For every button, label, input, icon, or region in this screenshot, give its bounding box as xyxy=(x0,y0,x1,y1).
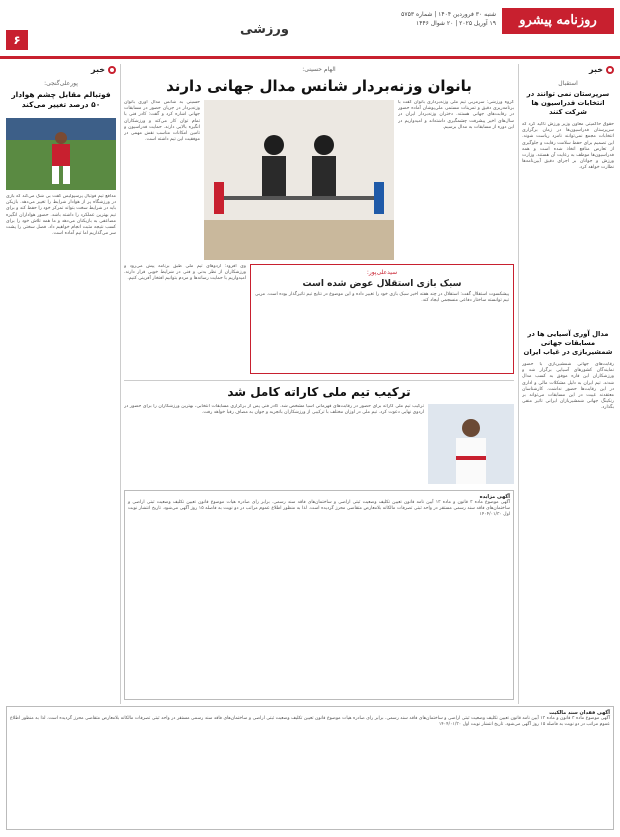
weightlifters-image xyxy=(204,100,394,260)
ad-body-2: آگهی موضوع ماده ۳ قانون و ماده ۱۳ آیین نامه قانون تعیین تکلیف وضعیت ثبتی اراضی و ساختمان‌های فاقد سند رسمی. برابر رای صادره هیات موضوع قانون تعیین تکلیف وضعیت ثبتی اراضی و ساختمان‌های فاقد سند رسمی مستقر در واحد ثبتی تصرفات مالکانه بلامعارض متقاضی محرز گردیده است. لذا به منظور اطلاع عموم مراتب در دو نوبت به فاصله ۱۵ روز آگهی می‌شود. تاریخ انتشار نوبت اول ۱۴۰۴/۰۱/۳۰ xyxy=(10,716,611,727)
footballer-image xyxy=(6,118,116,190)
right-body-1: حقوق حاکمیتی معاون وزیر ورزش تاکید کرد که سرپرستان فدراسیون‌ها در زمان برگزاری انتخابات مجمع نمی‌توانند نامزد ریاست شوند. این تصمیم برای حفظ سلامت رقابت و جلوگیری از تعارض منافع اتخاذ شده است و همه فدراسیون‌ها موظف به رعایت آن هستند. وزارت ورزش و جوانان بر اجرای دقیق آیین‌نامه‌ها نظارت خواهد کرد. xyxy=(522,122,614,171)
main-body-right: گروه ورزشی: سرمربی تیم ملی وزنه‌برداری بانوان گفت با برنامه‌ریزی دقیق و تمرینات مستمر، ملی‌پوشان آماده حضور در رقابت‌های جهانی هستند. دختران وزنه‌بردار ایران در سال‌های اخیر پیشرفت چشمگیری داشته‌اند و امیدواریم در این دوره از مسابقات به مدال برسیم. xyxy=(398,100,514,130)
karate-headline: ترکیب تیم ملی کاراته کامل شد xyxy=(227,385,411,399)
main-body-left: حسینی به شانس مدال آوری بانوان وزنه‌بردار در جریان حضور در مسابقات جهانی اشاره کرد و گفت: کادر فنی با تمام توان کار می‌کند و ورزشکاران انگیزه بالایی دارند. حمایت فدراسیون و تامین امکانات مناسب نقش مهمی در موفقیت این تیم داشته است. xyxy=(124,100,200,143)
right-headline-2: مدال آوری آسیایی ها در مسابقات جهانی شمشیربازی در غیاب ایران xyxy=(523,330,613,356)
sub-kicker: سیدعلی‌پور: xyxy=(366,269,398,276)
dateline-persian: شنبه ۳۰ فروردین ۱۴۰۴ | شماره ۵۷۵۳ xyxy=(401,11,496,18)
label-icon xyxy=(606,66,614,74)
column-divider xyxy=(120,64,121,704)
karate-photo xyxy=(428,404,514,484)
ad-block-main xyxy=(124,490,514,700)
left-headline: فوتبالم مقابل چشم هوادار ۵۰ درصد تغییر می‌کند xyxy=(11,90,111,109)
newspaper-logo: روزنامه پیشرو xyxy=(502,8,614,34)
ad-body-1: آگهی موضوع ماده ۳ قانون و ماده ۱۳ آیین نامه قانون تعیین تکلیف وضعیت ثبتی اراضی و ساختمان‌های فاقد سند رسمی. برابر رای صادره هیات موضوع قانون تعیین تکلیف وضعیت ثبتی اراضی و ساختمان‌های فاقد سند رسمی مستقر در واحد ثبتی تصرفات مالکانه بلامعارض متقاضی محرز گردیده است. لذا به منظور اطلاع عموم مراتب در دو نوبت به فاصله ۱۵ روز آگهی می‌شود. تاریخ انتشار نوبت اول ۱۴۰۴/۰۱/۳۰ xyxy=(128,500,511,517)
sub-headline: سبک بازی استقلال عوض شده است xyxy=(302,279,462,289)
masthead xyxy=(0,0,620,56)
dateline xyxy=(356,10,496,28)
right-headline-1: سرپرستان نمی توانند در انتخابات فدراسیون ها شرکت کنند xyxy=(526,90,610,116)
ad-title-1: آگهی مزایده xyxy=(479,494,510,500)
dateline-gregorian: ۱۹ آوریل ۲۰۲۵ | ۲۰ شوال ۱۴۴۶ xyxy=(416,20,496,27)
header-divider xyxy=(0,56,620,59)
left-kicker: پورعلی‌گنجی: xyxy=(44,80,78,87)
page-number: ۶ xyxy=(6,30,28,50)
right-body-2: رقابت‌های جهانی شمشیربازی با حضور نمایندگان کشورهای آسیایی برگزار شد و ورزشکاران این قاره موفق به کسب مدال شدند. تیم ایران به دلیل مشکلات مالی و اداری در این رقابت‌ها حضور نداشت. کارشناسان معتقدند غیبت در این مسابقات می‌تواند بر رنکینگ جهانی شمشیربازان ایرانی تاثیر منفی بگذارد. xyxy=(522,362,614,411)
section-title: ورزشی xyxy=(240,22,289,37)
karate-body: ترکیب تیم ملی کاراته برای حضور در رقابت‌های قهرمانی آسیا مشخص شد. کادر فنی پس از برگزاری مسابقات انتخابی، بهترین ورزشکاران را برای حضور در اردوی نهایی دعوت کرد. تیم ملی در اوزان مختلف با ترکیبی از ورزشکاران باتجربه و جوان به مصاف رقبا خواهد رفت. xyxy=(124,404,424,416)
right-column-label: خبر xyxy=(522,64,614,76)
sub-story-box xyxy=(250,264,514,374)
left-body: مدافع تیم فوتبال پرسپولیس گفت بی شک می‌کند که بازی در ورزشگاه پر از هوادار شرایط را تغییر می‌دهد. بازیکن باید در شرایط سخت بتواند تمرکز خود را حفظ کند و برای تیم بهترین عملکرد را داشته باشد. حضور هواداران انگیزه مضاعفی به بازیکنان می‌دهد و ما همه تلاش خود را برای کسب نتیجه مثبت انجام خواهیم داد. فصل سختی را پشت سر می‌گذاریم اما تیم آماده است. xyxy=(6,194,116,237)
right-kicker: استقبال xyxy=(558,80,578,87)
footballer-photo xyxy=(6,118,116,190)
left-column-label: خبر xyxy=(6,64,116,76)
ad-block-bottom xyxy=(6,706,614,830)
right-column-divider xyxy=(518,64,519,704)
section-divider xyxy=(124,380,514,381)
sub-body: پیشکسوت استقلال گفت: استقلال در چند هفته اخیر سبک بازی خود را تغییر داده و این موضوع در نتایج تیم تاثیرگذار بوده است. مربی تیم توانسته ساختار دفاعی منسجمی ایجاد کند. xyxy=(255,292,509,304)
main-kicker: الهام حسینی: xyxy=(302,66,336,73)
main-headline: بانوان وزنه‌بردار شانس مدال جهانی دارند xyxy=(166,77,472,95)
weightlifters-photo xyxy=(204,100,394,260)
ad-title-2: آگهی فقدان سند مالکیت xyxy=(549,710,610,716)
karate-image xyxy=(428,404,514,484)
label-icon xyxy=(108,66,116,74)
main-body-bottom: وی افزود: اردوهای تیم ملی طبق برنامه پیش می‌رود و ورزشکاران از نظر بدنی و فنی در شرایط خوبی قرار دارند. امیدواریم با حمایت رسانه‌ها و مردم بتوانیم افتخار آفرینی کنیم. xyxy=(124,264,246,282)
